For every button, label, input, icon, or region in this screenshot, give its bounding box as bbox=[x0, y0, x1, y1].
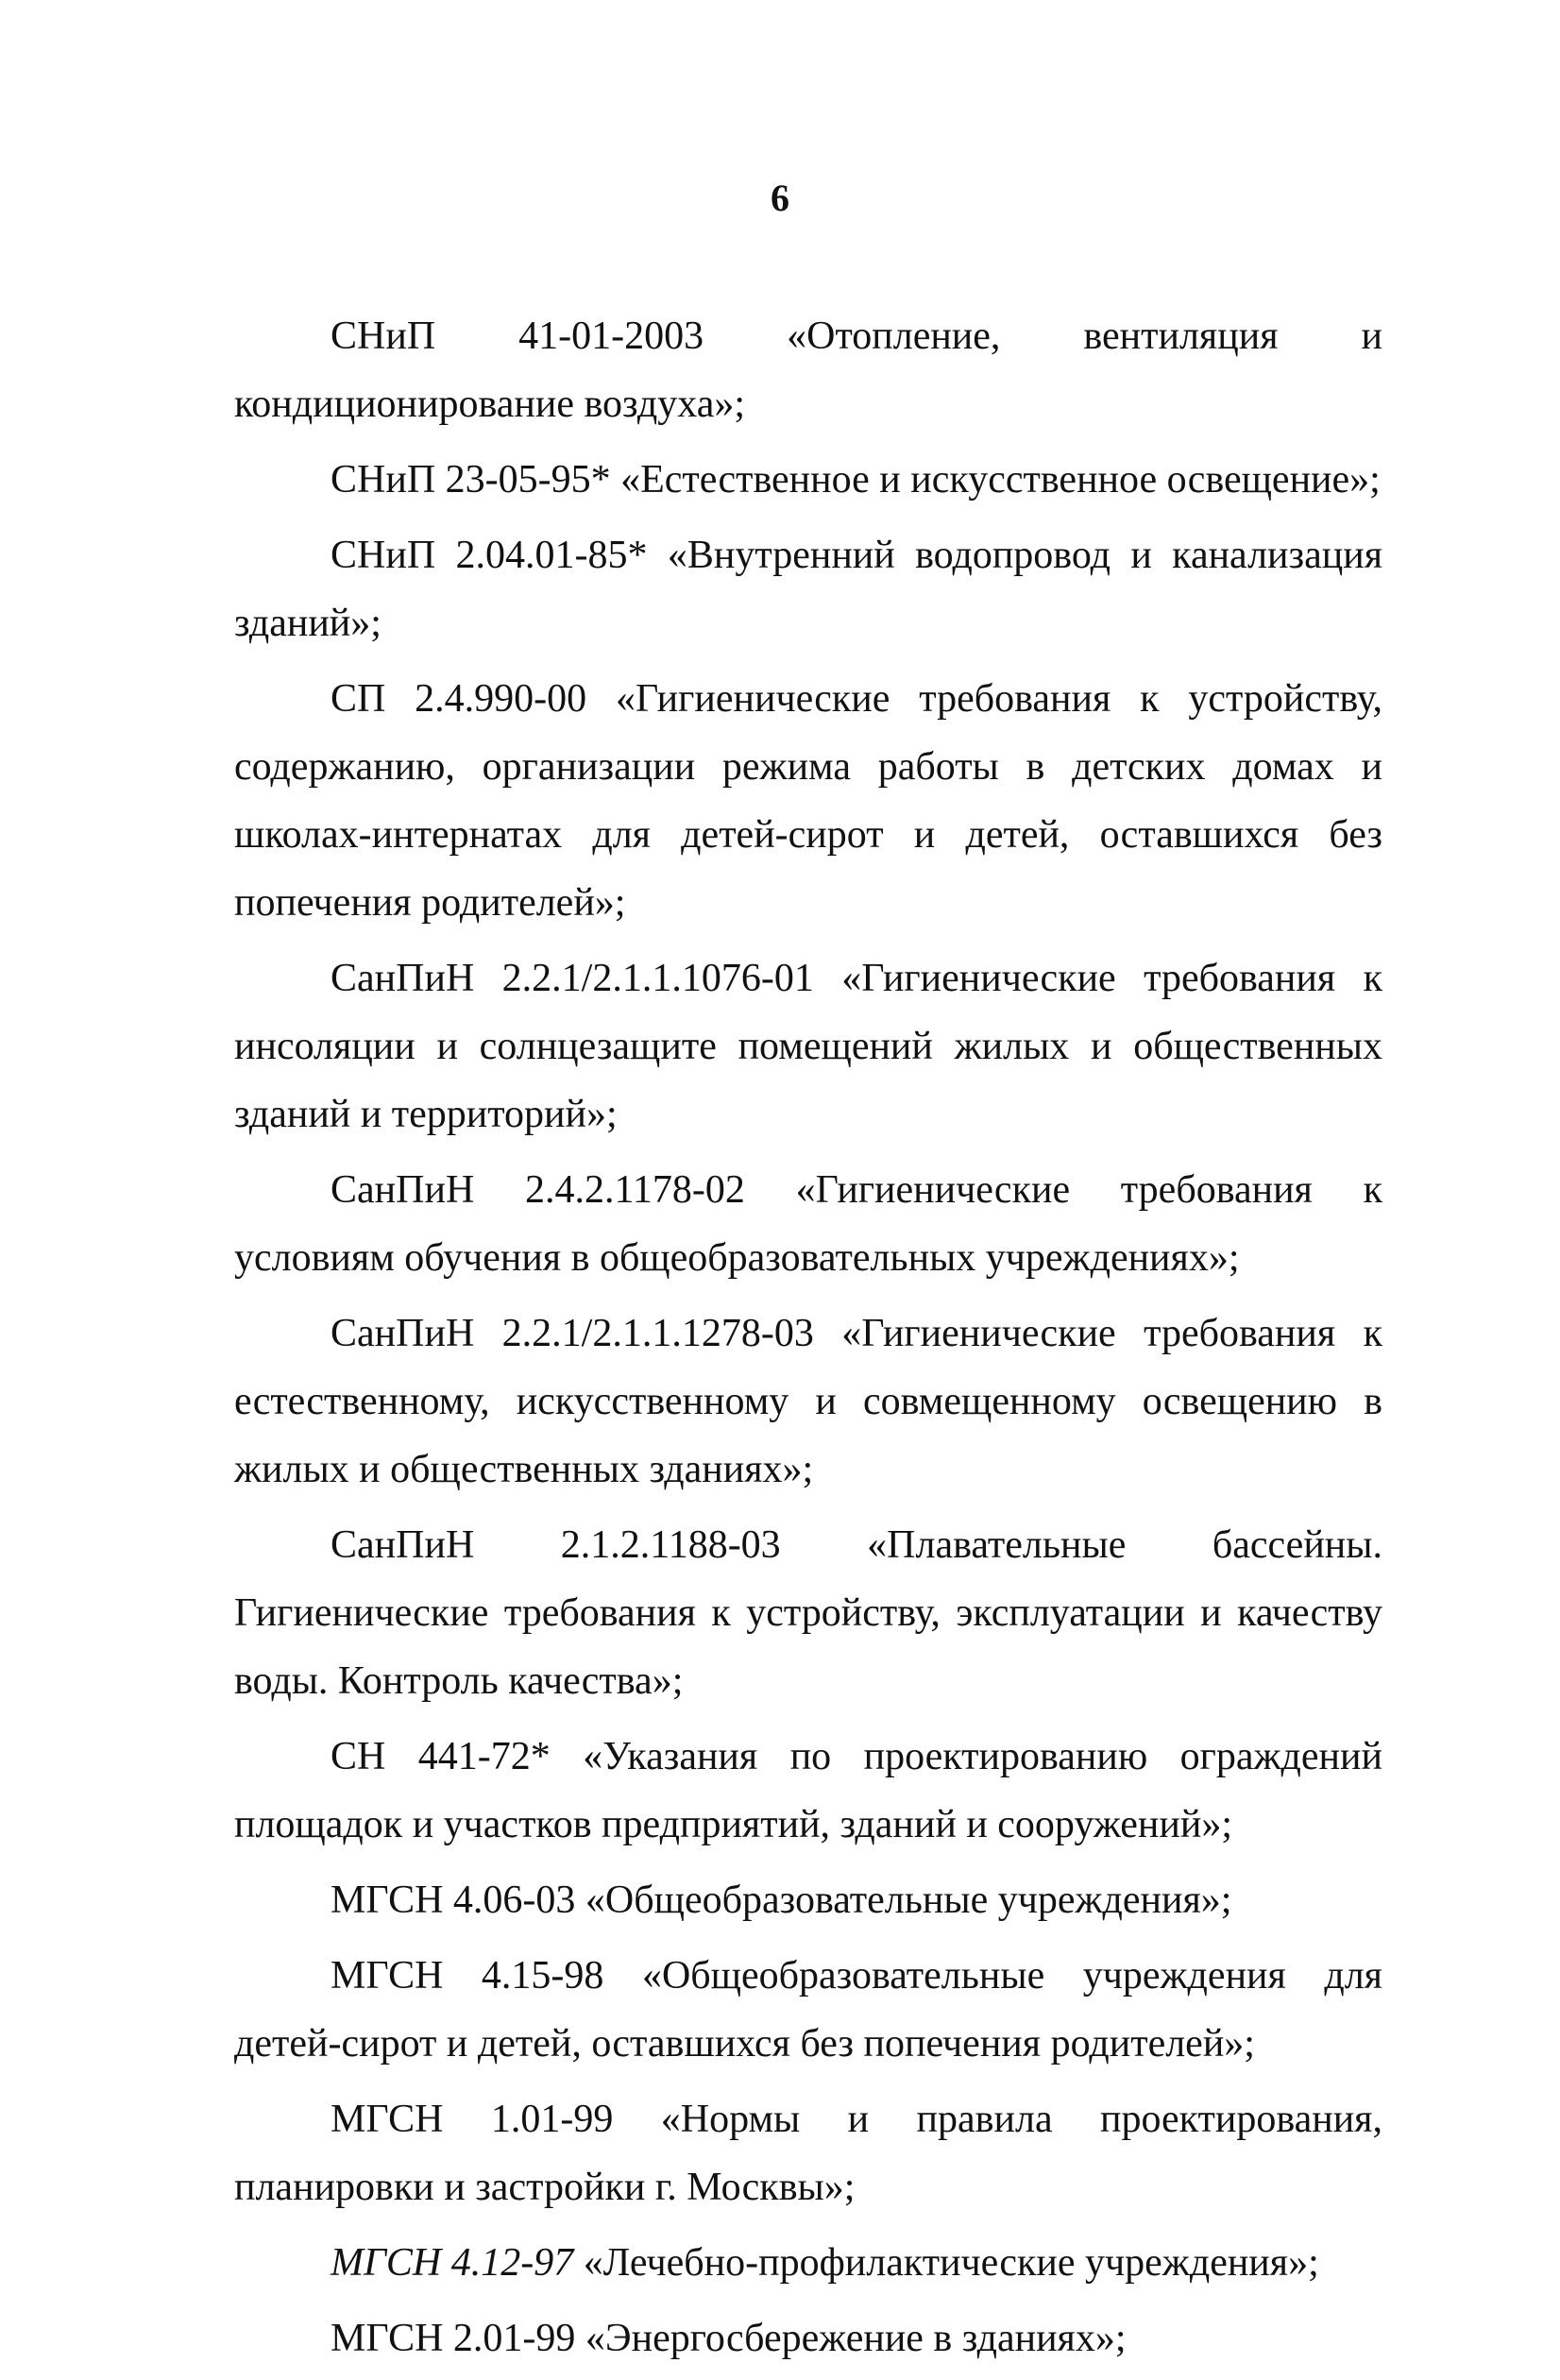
document-code: СП 2.4.990-00 bbox=[331, 677, 587, 721]
list-item bbox=[234, 446, 1382, 514]
document-title: «Общеобразовательные учреждения»; bbox=[585, 1878, 1232, 1922]
document-code: СНиП 41-01-2003 bbox=[331, 314, 704, 358]
document-code: СНиП 23-05-95* bbox=[331, 458, 611, 502]
document-code: СанПиН 2.2.1/2.1.1.1278-03 bbox=[331, 1312, 814, 1355]
list-item bbox=[234, 1942, 1382, 2078]
document-title: «Указания по проектированию ограждений площадок и участков предприятий, зданий и сооружений»; bbox=[234, 1735, 1382, 1846]
document-code: СанПиН 2.1.2.1188-03 bbox=[331, 1523, 781, 1567]
list-item bbox=[234, 944, 1382, 1148]
list-item bbox=[234, 1866, 1382, 1934]
list-item bbox=[234, 2304, 1382, 2372]
list-item bbox=[234, 1300, 1382, 1504]
document-code: СН 441-72* bbox=[331, 1735, 551, 1778]
page-number: 6 bbox=[771, 177, 789, 219]
list-item bbox=[234, 2085, 1382, 2221]
list-item bbox=[234, 1511, 1382, 1715]
document-code: МГСН 1.01-99 bbox=[331, 2098, 614, 2141]
document-code: МГСН 2.01-99 bbox=[331, 2317, 576, 2360]
document-title: «Внутренний водопровод и канализация зданий»; bbox=[234, 534, 1383, 645]
document-title: «Гигиенические требования к естественному, искусственному и совмещенному освещению в жилых и общественных зданиях»; bbox=[234, 1312, 1382, 1491]
document-title: «Лечебно-профилактические учреждения»; bbox=[583, 2241, 1319, 2285]
document-title: «Естественное и искусственное освещение»; bbox=[620, 458, 1381, 502]
document-title: «Отопление, вентиляция и кондиционирование воздуха»; bbox=[234, 314, 1382, 426]
document-code: МГСН 4.12-97 bbox=[331, 2241, 574, 2285]
list-item bbox=[234, 665, 1382, 937]
document-code: СанПиН 2.2.1/2.1.1.1076-01 bbox=[331, 957, 814, 1000]
list-item bbox=[234, 521, 1382, 657]
document-title: «Нормы и правила проектирования, планировки и застройки г. Москвы»; bbox=[234, 2098, 1383, 2209]
document-title: «Плавательные бассейны. Гигиенические требования к устройству, эксплуатации и качеству воды. Контроль качества»; bbox=[234, 1523, 1382, 1703]
document-code: МГСН 4.15-98 bbox=[331, 1954, 604, 1998]
document-title: «Гигиенические требования к инсоляции и солнцезащите помещений жилых и общественных зданий и территорий»; bbox=[234, 957, 1382, 1136]
document-code: МГСН 4.06-03 bbox=[331, 1878, 576, 1922]
list-item bbox=[234, 1156, 1382, 1292]
list-item bbox=[234, 302, 1382, 438]
document-code: СНиП 2.04.01-85* bbox=[331, 534, 648, 577]
document-title: «Гигиенические требования к устройству, содержанию, организации режима работы в детских домах и школах-интернатах для детей-сирот и детей, оставшихся без попечения родителей»; bbox=[234, 677, 1383, 925]
document-title: «Общеобразовательные учреждения для детей-сирот и детей, оставшихся без попечения родителей»; bbox=[234, 1954, 1382, 2066]
document-list bbox=[234, 302, 1382, 2380]
list-item bbox=[234, 1723, 1382, 1859]
document-code: СанПиН 2.4.2.1178-02 bbox=[331, 1168, 745, 1212]
document-title: «Гигиенические требования к условиям обучения в общеобразовательных учреждениях»; bbox=[234, 1168, 1383, 1280]
list-item bbox=[234, 2229, 1382, 2297]
document-title: «Энергосбережение в зданиях»; bbox=[585, 2317, 1127, 2360]
